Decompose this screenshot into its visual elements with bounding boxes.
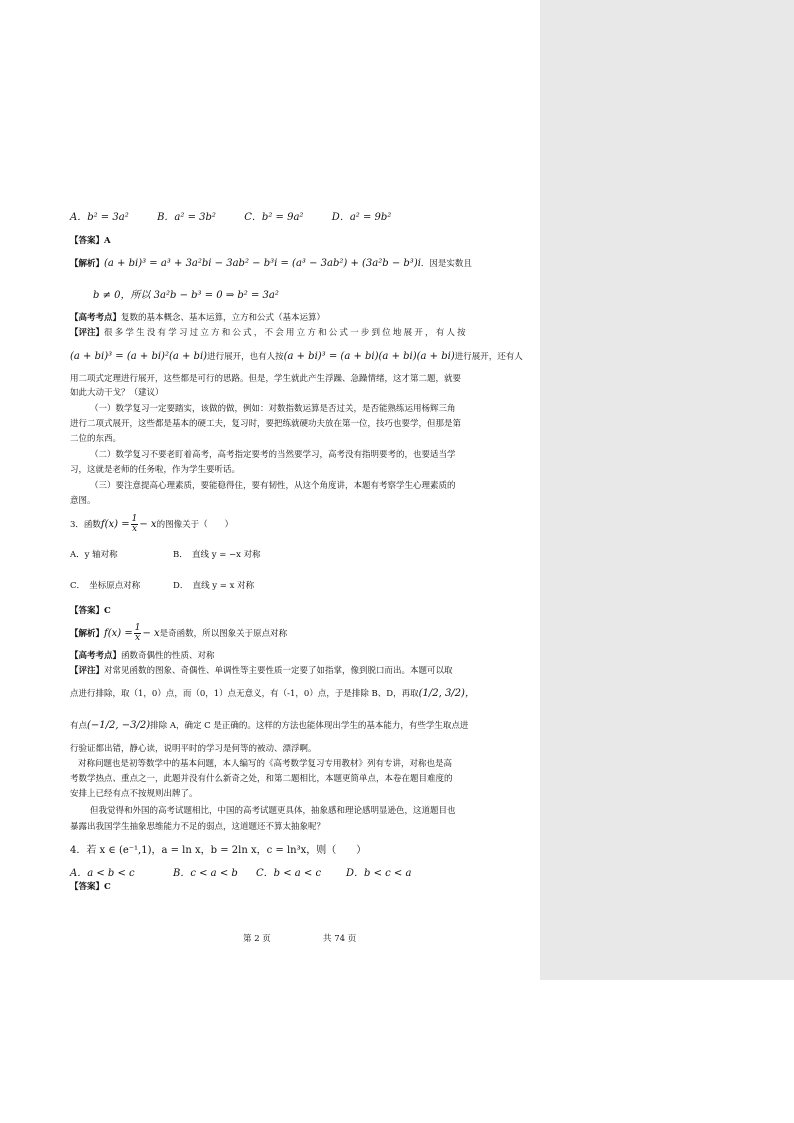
q3-stem-text: 的图像关于（ ） (156, 520, 234, 530)
q2-options (70, 212, 391, 223)
comment-text: 有点 (70, 721, 88, 731)
analysis-formula: (a + bi)³ = a³ + 3a²bi − 3ab² − b³i = (a³ − 3ab²) + (3a²b − b³)i (104, 258, 421, 269)
q3-comment-p2b: 暴露出我国学生抽象思维能力不足的弱点，这道题还不算太抽象呢？ (70, 822, 326, 832)
q2-comment-p1c: 二位的东西。 (70, 434, 122, 444)
q3-comment-line3 (70, 720, 468, 732)
q3-option-d: D． 直线 y = x 对称 (173, 581, 255, 591)
q3-function: f(x) = (100, 519, 130, 530)
q3-fraction (131, 515, 139, 534)
analysis-function-tail: − x (142, 628, 160, 639)
fraction-numerator: 1 (131, 514, 138, 524)
q4-option-a: A．a < b < c (70, 868, 135, 879)
fraction-denominator: x (131, 524, 138, 534)
comment-label: 【评注】 (70, 328, 105, 338)
q3-analysis (70, 624, 287, 643)
answer-value: C (104, 606, 111, 616)
q3-stem (70, 515, 233, 534)
analysis-function: f(x) = (104, 628, 133, 639)
q2-analysis-line2: b ≠ 0，所以 3a²b − b³ = 0 ⇒ b² = 3a² (93, 290, 279, 301)
analysis-label: 【解析】 (70, 629, 105, 639)
q3-option-b: B． 直线 y = −x 对称 (173, 550, 261, 560)
q3-comment-p1c: 安排上已经有点不按规则出牌了。 (70, 789, 198, 799)
q2-option-c: C．b² = 9a² (244, 212, 304, 223)
q2-comment-line3: 用二项式定理进行展开，这些都是可行的思路。但是，学生就此产生浮躁、急躁情绪，这才第二题，就要 (70, 374, 462, 384)
q4-options (70, 868, 411, 879)
comment-label: 【评注】 (70, 666, 105, 676)
q3-options-row1 (70, 550, 261, 561)
answer-label: 【答案】 (70, 236, 105, 246)
q4-option-d: D．b < c < a (346, 868, 412, 879)
q4-option-c: C．b < a < c (256, 868, 322, 879)
q3-comment-line2 (70, 688, 475, 700)
q2-analysis-line1 (70, 258, 472, 270)
q3-point (70, 651, 215, 662)
q2-comment-line4: 如此大动干戈？（建议） (70, 388, 164, 398)
answer-label: 【答案】 (70, 882, 105, 892)
point-label: 【高考考点】 (70, 651, 122, 661)
q2-point (70, 313, 325, 324)
q3-function-tail: − x (139, 519, 157, 530)
q3-answer (70, 606, 111, 617)
q4-stem: 4．若 x ∈ (e⁻¹,1)，a = ln x，b = 2ln x，c = ln³x，则（ ） (70, 845, 367, 856)
q2-option-a: A．b² = 3a² (70, 212, 129, 223)
q3-option-a: A．y 轴对称 (70, 550, 118, 560)
analysis-label: 【解析】 (70, 259, 105, 269)
comment-point-2: (−1/2, −3/2) (87, 720, 151, 731)
page-number: 第 2 页 (243, 934, 271, 944)
point-label: 【高考考点】 (70, 313, 122, 323)
q4-answer (70, 882, 111, 893)
fraction-numerator: 1 (134, 623, 141, 633)
q2-comment-line2 (70, 351, 523, 363)
analysis-text: 是奇函数，所以图象关于原点对称 (159, 629, 288, 639)
q2-answer (70, 236, 111, 247)
comment-text: 排除 A，确定 C 是正确的。这样的方法也能体现出学生的基本能力，有些学生取点进 (150, 721, 469, 731)
q2-option-d: D．a² = 9b² (331, 212, 392, 223)
q3-number: 3．函数 (70, 520, 101, 530)
q3-comment-line4: 行验证都出错，静心读，说明平时的学习是何等的被动、漂浮啊。 (70, 744, 317, 754)
comment-sidebar (540, 0, 794, 980)
q2-comment-p2a: （二）数学复习不要老盯着高考，高考指定要考的当然要学习，高考没有指明要考的，也要适当学 (90, 450, 456, 460)
comment-formula-1: (a + bi)³ = (a + bi)²(a + bi) (70, 351, 208, 362)
fraction-denominator: x (135, 633, 141, 643)
q2-option-b: B．a² = 3b² (157, 212, 216, 223)
page-total: 共 74 页 (323, 934, 357, 944)
answer-value: C (104, 882, 111, 892)
q3-comment-p1a: 对称问题也是初等数学中的基本问题，本人编写的《高考数学复习专用教材》列有专讲，对称也是高 (78, 759, 453, 769)
q3-comment-p1b: 考数学热点、重点之一，此题并没有什么新奇之处，和第二题相比，本题更简单点，本卷在题目难度的 (70, 774, 453, 784)
comment-text: 对常见函数的图象、奇偶性、单调性等主要性质一定要了如指掌，像到脱口而出。本题可以取 (104, 666, 453, 676)
point-text: 复数的基本概念、基本运算，立方和公式（基本运算） (121, 313, 326, 323)
q2-comment-p2b: 习，这就是老师的任务啦，作为学生要听话。 (70, 465, 241, 475)
comment-point-1: (1/2, 3/2)， (418, 688, 475, 699)
q3-comment-line1 (70, 666, 453, 677)
analysis-text: ．因是实数且 (420, 259, 472, 269)
q2-comment-p3b: 意图。 (70, 496, 96, 506)
q3-comment-p2a: 但我觉得和外国的高考试题相比，中国的高考试题更具体，抽象感和理论感明显逊色，这道题目也 (90, 806, 456, 816)
answer-label: 【答案】 (70, 606, 105, 616)
q2-comment-p3a: （三）要注意提高心理素质，要能稳得住，要有韧性，从这个角度讲，本题有考察学生心理素质的 (90, 481, 456, 491)
q2-comment-p1b: 进行二项式展开，这些都是基本的硬工夫，复习时，要把练就硬功夫放在第一位，技巧也要学，但那是第 (70, 419, 462, 429)
q4-option-b: B．c < a < b (173, 868, 238, 879)
comment-text: 进行展开，也有人按 (207, 352, 284, 362)
comment-text: 点进行排除，取（1，0）点，而（0，1）点无意义，有（-1，0）点，于是排除 B、D，再取 (70, 689, 419, 699)
comment-text: 进行展开，还有人 (454, 352, 523, 362)
answer-value: A (104, 236, 111, 246)
q3-options-row2 (70, 581, 254, 592)
point-text: 函数奇偶性的性质、对称 (121, 651, 215, 661)
q3-option-c: C． 坐标原点对称 (70, 581, 141, 591)
q2-comment-line1 (70, 328, 468, 339)
q3-analysis-fraction (134, 624, 142, 643)
comment-text: 很多学生没有学习过立方和公式，不会用立方和公式一步到位地展开，有人按 (104, 328, 468, 338)
q2-comment-p1a: （一）数学复习一定要踏实，该做的做，例如：对数指数运算是否过关，是否能熟练运用杨辉三角 (90, 404, 456, 414)
comment-formula-2: (a + bi)³ = (a + bi)(a + bi)(a + bi) (283, 351, 455, 362)
